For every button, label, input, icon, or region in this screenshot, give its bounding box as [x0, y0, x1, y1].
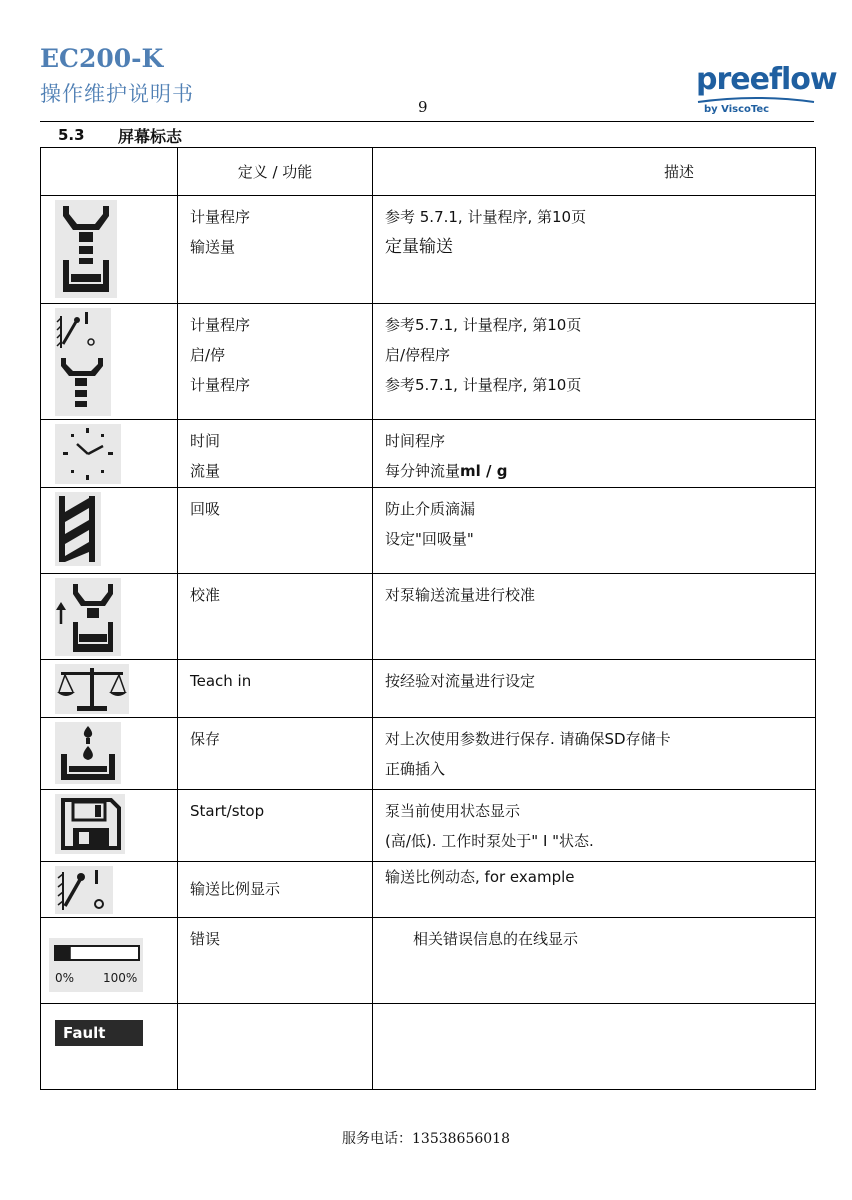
description-cell — [373, 790, 816, 862]
description-cell — [373, 574, 816, 660]
icon-cell — [41, 862, 178, 918]
function-cell — [178, 718, 373, 790]
description-line: 时间程序 — [385, 432, 446, 450]
function-line: 启/停 — [190, 346, 226, 364]
table-row — [41, 420, 816, 488]
description-cell — [373, 862, 816, 918]
function-cell — [178, 304, 373, 420]
description-line — [385, 456, 815, 486]
suck-back-icon — [55, 492, 101, 566]
description-line: 参考 5.7.1, 计量程序, 第10页 — [385, 208, 587, 226]
icon-cell — [41, 304, 178, 420]
function-line: 保存 — [190, 730, 221, 748]
icon-cell — [41, 718, 178, 790]
table-row — [41, 574, 816, 660]
table-header-row — [41, 148, 816, 196]
page-number: 9 — [418, 98, 428, 116]
table-row — [41, 488, 816, 574]
balance-scale-icon — [55, 664, 129, 714]
description-text: 每分钟流量 — [385, 462, 461, 480]
description-line: (高/低). 工作时泵处于" I "状态. — [385, 832, 594, 850]
clock-icon — [55, 424, 121, 484]
flow-unit: ml / g — [460, 462, 508, 480]
drop-save-icon — [55, 722, 121, 784]
function-line: Teach in — [190, 672, 252, 690]
screen-symbols-table — [40, 147, 816, 1090]
icon-cell — [41, 1004, 178, 1090]
description-line: 正确插入 — [385, 760, 446, 778]
table-row — [41, 718, 816, 790]
table-row — [41, 304, 816, 420]
description-line: 按经验对流量进行设定 — [385, 672, 536, 690]
fault-label: Fault — [55, 1020, 143, 1046]
description-cell — [373, 1004, 816, 1090]
description-line: 参考5.7.1, 计量程序, 第10页 — [385, 376, 582, 394]
function-line: 校准 — [190, 586, 221, 604]
function-line: Start/stop — [190, 802, 265, 820]
function-cell — [178, 196, 373, 304]
document-subtitle: 操作维护说明书 — [40, 82, 194, 106]
icon-cell — [41, 660, 178, 718]
section-title: 屏幕标志 — [118, 127, 183, 146]
document-title: EC200-K — [40, 44, 164, 73]
description-line: 泵当前使用状态显示 — [385, 802, 521, 820]
function-line: 计量程序 — [190, 376, 251, 394]
description-line: 启/停程序 — [385, 346, 451, 364]
icon-cell — [41, 918, 178, 1004]
fault-label-icon — [55, 1020, 143, 1046]
floppy-disk-icon — [55, 794, 125, 854]
function-line: 流量 — [190, 462, 221, 480]
dosing-program-icon — [55, 200, 117, 298]
function-line: 计量程序 — [190, 316, 251, 334]
table-row — [41, 660, 816, 718]
function-cell — [178, 574, 373, 660]
service-phone-footer: 服务电话：13538656018 — [342, 1131, 510, 1147]
description-cell — [373, 304, 816, 420]
progress-bar-icon — [49, 938, 143, 992]
description-cell — [373, 918, 816, 1004]
description-line: 对泵输送流量进行校准 — [385, 586, 536, 604]
logo-by-text: by ViscoTec — [704, 104, 770, 115]
icon-cell — [41, 196, 178, 304]
function-line: 输送比例显示 — [190, 880, 281, 898]
function-line: 输送量 — [190, 238, 236, 256]
function-line: 回吸 — [190, 500, 221, 518]
function-line: 计量程序 — [190, 208, 251, 226]
start-stop-dosing-icon — [55, 308, 111, 416]
description-line: 输送比例动态, for example — [385, 868, 575, 886]
calibration-icon — [55, 578, 121, 656]
description-cell — [373, 718, 816, 790]
function-line: 错误 — [190, 930, 221, 948]
description-line: 相关错误信息的在线显示 — [413, 930, 579, 948]
progress-max-label: 100% — [103, 971, 138, 985]
description-line: 防止介质滴漏 — [385, 500, 476, 518]
header-rule — [40, 121, 814, 122]
progress-min-label: 0% — [55, 971, 75, 985]
function-cell — [178, 488, 373, 574]
description-cell — [373, 660, 816, 718]
description-cell — [373, 196, 816, 304]
header-function: 定义 / 功能 — [178, 148, 373, 196]
icon-cell — [41, 574, 178, 660]
function-cell — [178, 1004, 373, 1090]
function-cell — [178, 790, 373, 862]
function-cell — [178, 918, 373, 1004]
section-number: 5.3 — [58, 126, 85, 144]
description-line: 设定"回吸量" — [385, 530, 474, 548]
function-cell — [178, 862, 373, 918]
description-line: 参考5.7.1, 计量程序, 第10页 — [385, 316, 582, 334]
logo-text: preeflow — [696, 62, 837, 97]
description-line: 定量输送 — [385, 237, 453, 257]
description-line: 对上次使用参数进行保存. 请确保SD存储卡 — [385, 730, 671, 748]
table-row — [41, 1004, 816, 1090]
icon-cell — [41, 790, 178, 862]
icon-cell — [41, 420, 178, 488]
progress-fill — [56, 947, 71, 959]
preeflow-logo — [696, 62, 837, 120]
function-cell — [178, 660, 373, 718]
description-cell — [373, 420, 816, 488]
icon-cell — [41, 488, 178, 574]
description-cell — [373, 488, 816, 574]
table-row — [41, 918, 816, 1004]
function-cell — [178, 420, 373, 488]
table-row — [41, 196, 816, 304]
header-description: 描述 — [373, 148, 816, 196]
table-row — [41, 862, 816, 918]
table-row — [41, 790, 816, 862]
ratio-switch-icon — [55, 866, 113, 914]
header-icon-cell — [41, 148, 178, 196]
function-line: 时间 — [190, 432, 221, 450]
